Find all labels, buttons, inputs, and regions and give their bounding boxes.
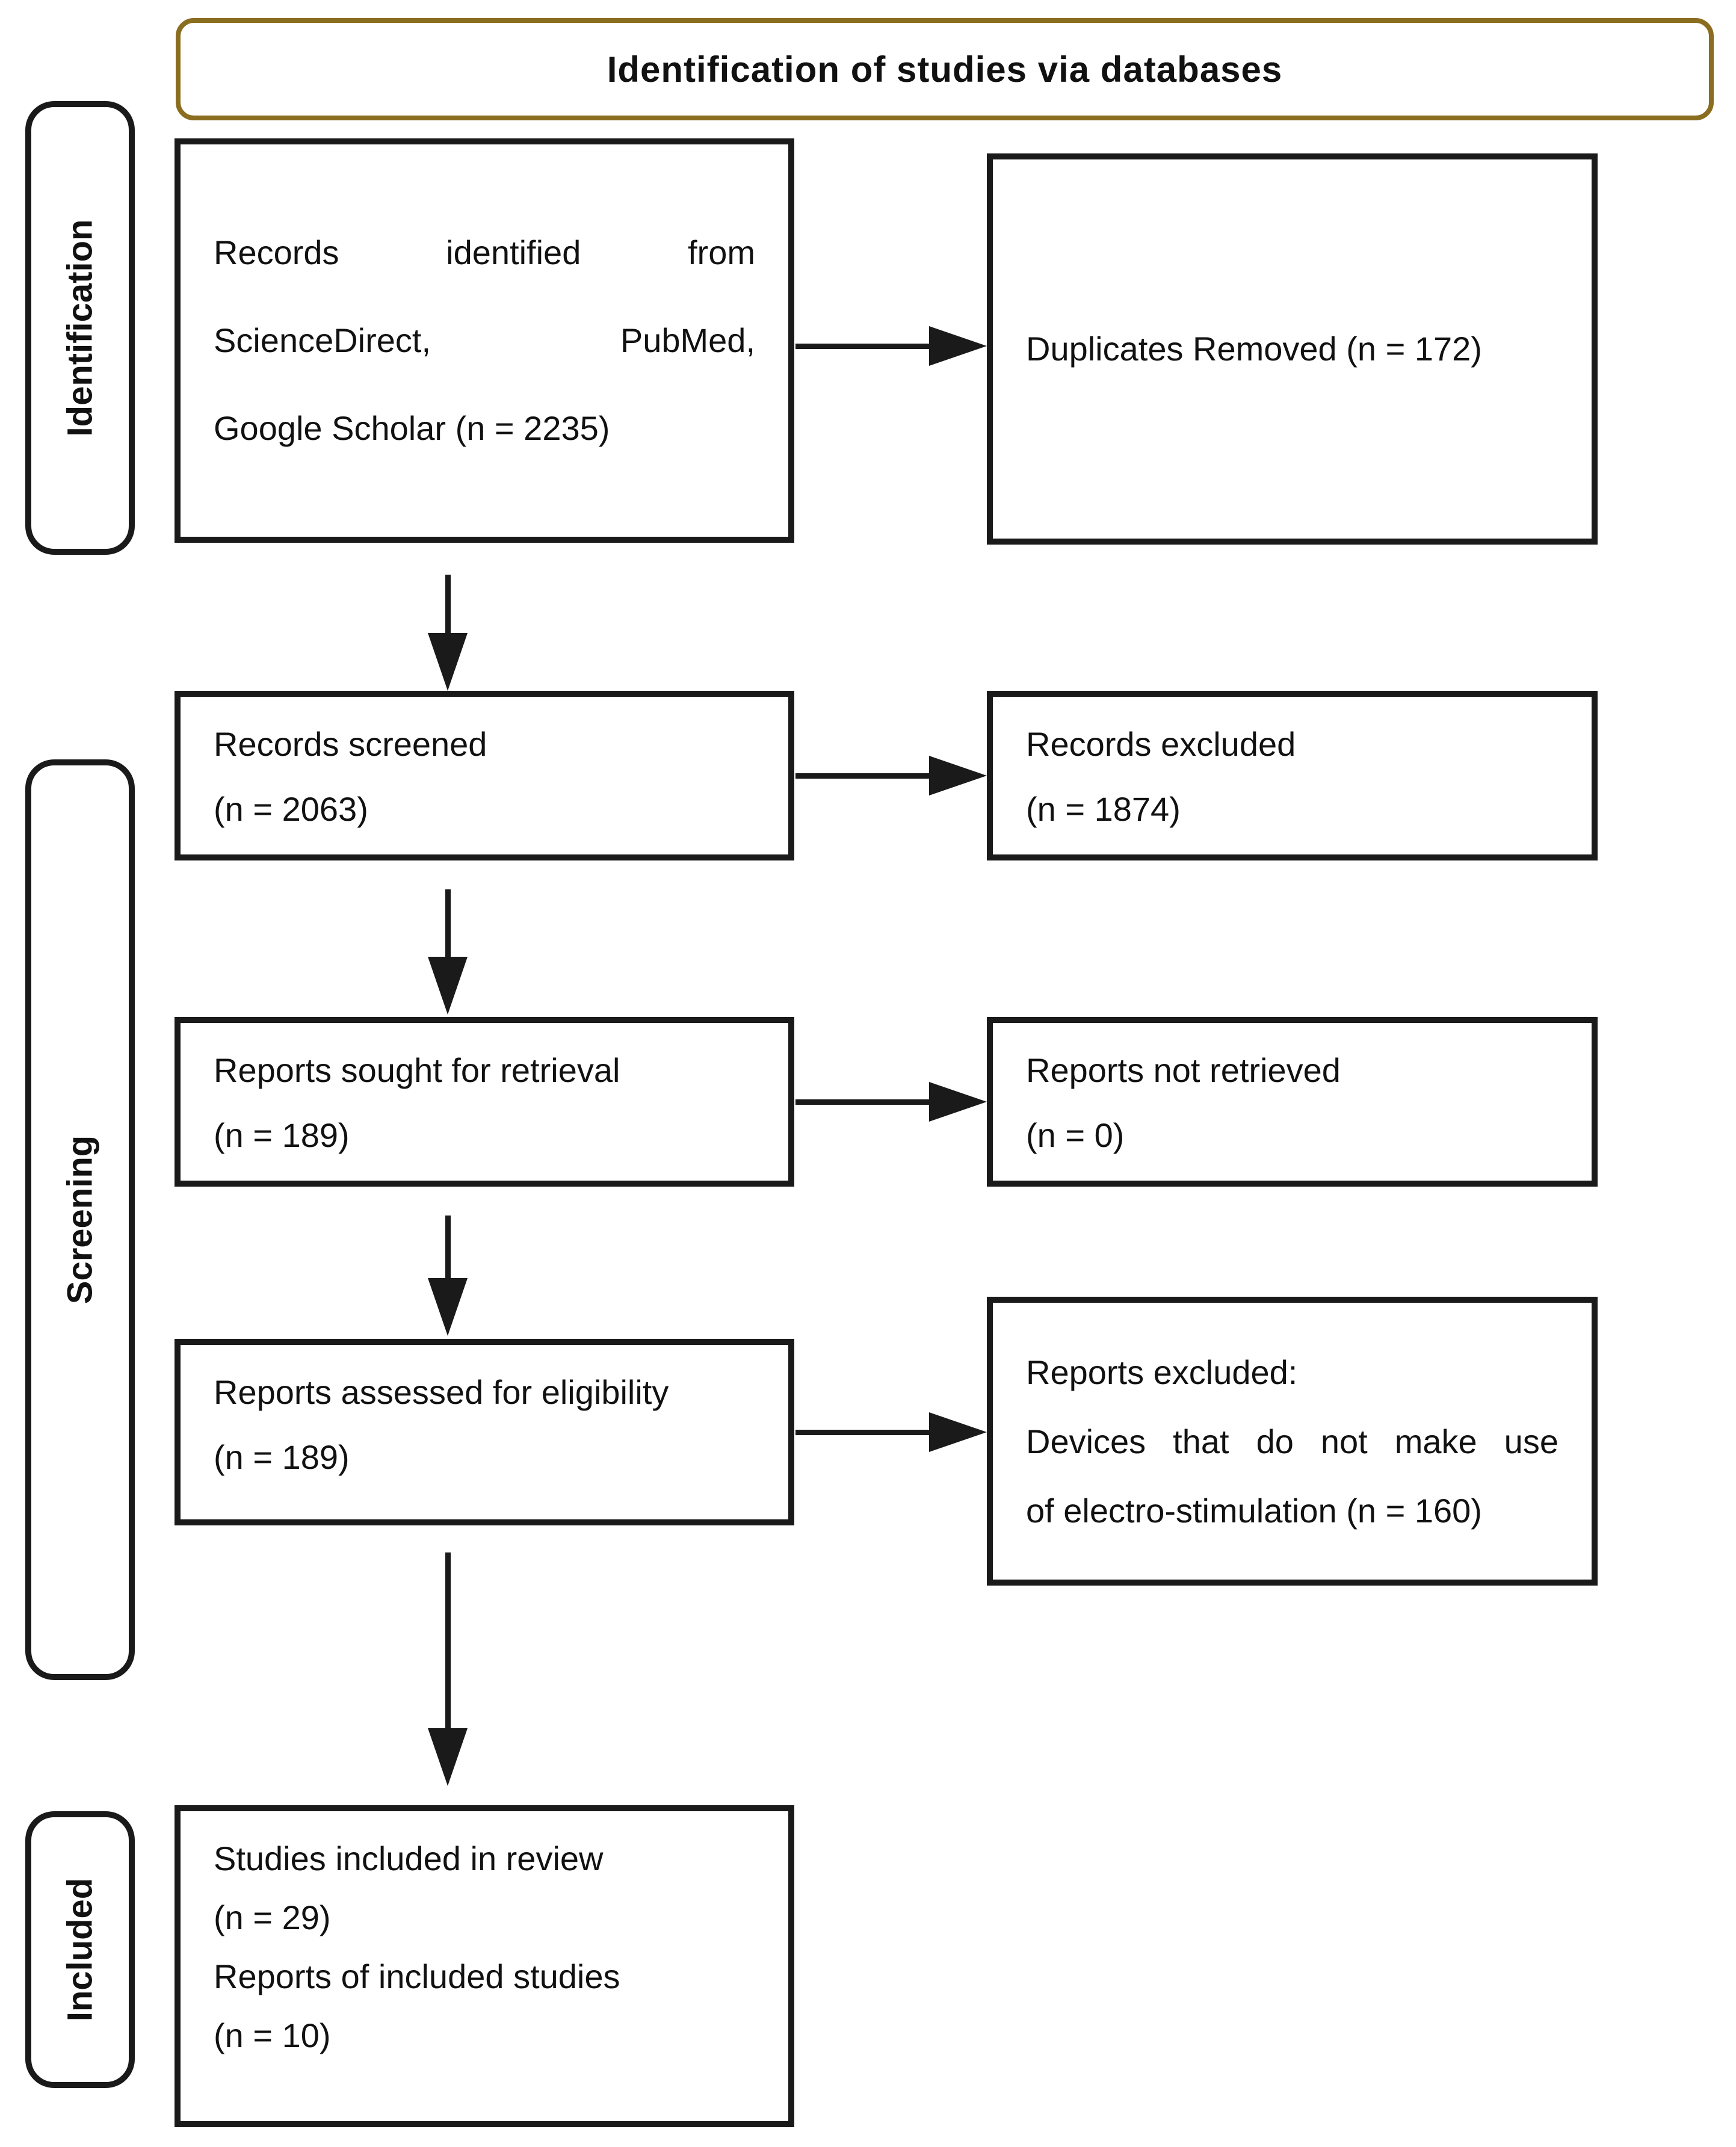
arrow-head-right-icon: [929, 1082, 987, 1122]
arrow-head-down-icon: [428, 957, 468, 1015]
box-text-line: ScienceDirect, PubMed,: [214, 321, 755, 359]
arrow-stem: [445, 575, 451, 638]
box-records-identified: [175, 138, 794, 543]
arrow-stem: [445, 889, 451, 959]
box-reports-not-retrieved: [987, 1017, 1598, 1187]
box-text-line: Google Scholar (n = 2235): [214, 409, 610, 447]
box-reports-assessed: [175, 1339, 794, 1525]
box-text-line: of electro-stimulation (n = 160): [1026, 1491, 1482, 1530]
arrow-stem: [795, 344, 931, 349]
stage-identification: [25, 101, 135, 555]
box-text-line: (n = 29): [214, 1898, 331, 1936]
box-text-line: (n = 0): [1026, 1116, 1125, 1154]
box-text-line: (n = 189): [214, 1116, 350, 1154]
stage-included-label: Included: [60, 1877, 100, 2022]
box-text-line: Devices that do not make use: [1026, 1422, 1558, 1460]
box-text-line: Reports excluded:: [1026, 1353, 1298, 1391]
box-text-line: Reports of included studies: [214, 1957, 620, 1995]
box-text-line: Studies included in review: [214, 1840, 604, 1877]
box-text-line: (n = 189): [214, 1438, 350, 1476]
arrow-head-right-icon: [929, 756, 987, 795]
arrow-head-down-icon: [428, 1278, 468, 1336]
arrow-head-right-icon: [929, 1412, 987, 1452]
box-text-line: Records excluded: [1026, 725, 1296, 763]
box-reports-excluded: [987, 1297, 1598, 1586]
arrow-stem: [445, 1216, 451, 1280]
box-records-excluded: [987, 691, 1598, 860]
box-text-line: Records screened: [214, 725, 487, 763]
stage-included: [25, 1811, 135, 2088]
box-text-line: Reports sought for retrieval: [214, 1051, 620, 1089]
box-text-line: (n = 1874): [1026, 790, 1181, 828]
box-text-line: Reports not retrieved: [1026, 1051, 1341, 1089]
box-text-line: (n = 10): [214, 2016, 331, 2054]
stage-screening-label: Screening: [60, 1135, 100, 1305]
stage-screening: [25, 759, 135, 1680]
box-text-line: Reports assessed for eligibility: [214, 1373, 669, 1411]
arrow-head-right-icon: [929, 326, 987, 366]
arrow-stem: [795, 1430, 931, 1435]
box-reports-sought: [175, 1017, 794, 1187]
box-text-line: Records identified from: [214, 233, 755, 271]
box-text-line: Duplicates Removed (n = 172): [1026, 330, 1482, 368]
box-records-screened: [175, 691, 794, 860]
header-banner: [176, 18, 1714, 120]
arrow-head-down-icon: [428, 1728, 468, 1786]
arrow-stem: [795, 773, 931, 779]
diagram-title: Identification of studies via databases: [607, 49, 1283, 90]
arrow-stem: [445, 1552, 451, 1733]
arrow-stem: [795, 1099, 931, 1105]
stage-identification-label: Identification: [60, 219, 100, 437]
box-duplicates-removed: [987, 153, 1598, 545]
arrow-head-down-icon: [428, 633, 468, 691]
box-studies-included: [175, 1805, 794, 2127]
box-text-line: (n = 2063): [214, 790, 368, 828]
